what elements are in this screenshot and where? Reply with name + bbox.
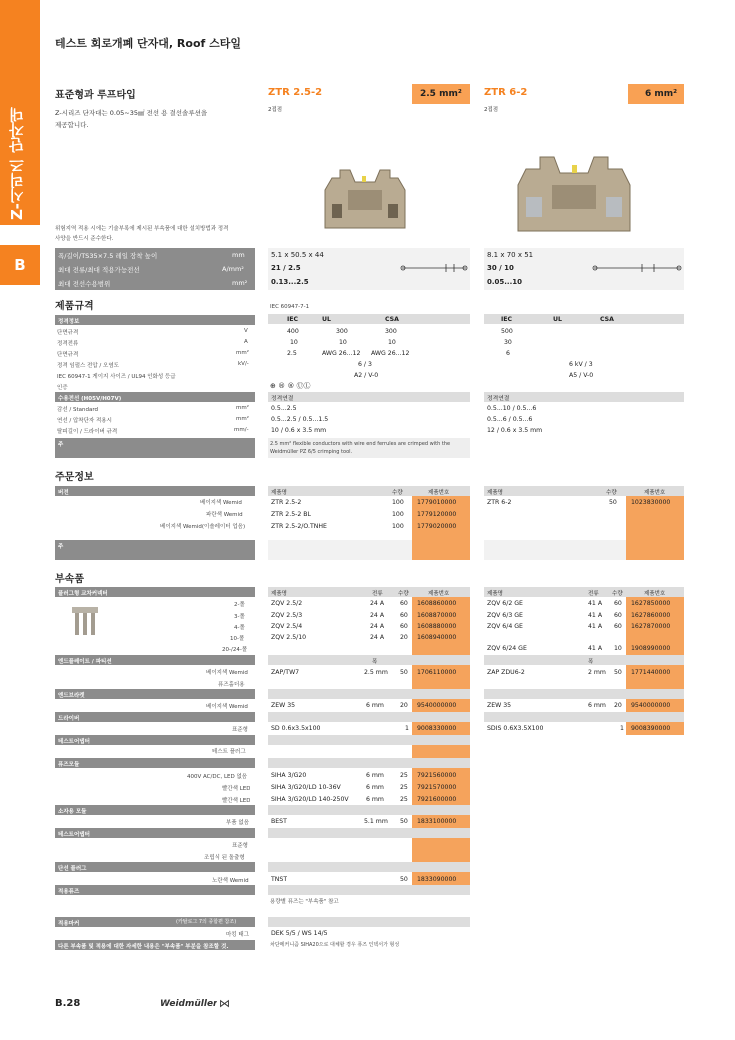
ratings-row-8-unit: mm² xyxy=(236,416,249,422)
brand-mark-icon: ⋈ xyxy=(219,997,230,1010)
pole-20-24: 20-/24-폴 xyxy=(222,647,248,653)
p1-cc-no-2: 1608870000 xyxy=(417,612,457,619)
ratings-row-6: 인증 xyxy=(57,385,68,391)
p1-fuse-header xyxy=(268,885,470,895)
p1-v-iec: 400 xyxy=(287,328,299,335)
p2-col-iec: IEC xyxy=(501,316,513,323)
p1-ep-width: 2.5 mm xyxy=(364,669,388,676)
driver-1: 표준형 xyxy=(232,727,248,733)
spec-label-current: 최대 전류/최대 적용가능전선 xyxy=(58,266,140,274)
p1-kv: 6 / 3 xyxy=(358,361,372,368)
product-2-name: ZTR 6-2 xyxy=(484,87,528,98)
p2-conn-3: 12 / 0.6 x 3.5 mm xyxy=(487,427,543,434)
p2-a: 30 xyxy=(504,339,512,346)
acc-group-8 xyxy=(55,828,255,838)
p1-conn-header xyxy=(268,392,470,402)
p1-cert-icons: ⊕ ® ® ⓊⓁ xyxy=(270,382,311,390)
ratings-row-4-unit: kV/- xyxy=(238,361,249,367)
p2-cc-no-2: 1627860000 xyxy=(631,612,671,619)
p2-cc-type-2: ZQV 6/3 GE xyxy=(487,612,523,619)
p2-acc-col-qty: 수량 xyxy=(612,591,623,597)
p1-note-1: 2.5 mm² flexible conductors with wire end ferrules are crimped with the xyxy=(270,441,451,447)
p1-fm-qty-3: 25 xyxy=(400,796,408,803)
p1-order-note-box xyxy=(268,540,412,560)
p1-tnst-type: TNST xyxy=(271,876,288,883)
ratings-row-4: 정격 임펄스 전압 / 오염도 xyxy=(57,363,119,369)
page-number: B.28 xyxy=(55,998,81,1009)
p1-fm-width-1: 6 mm xyxy=(366,772,384,779)
p1-ratings-header xyxy=(268,314,470,324)
p2-kv: 6 kV / 3 xyxy=(569,361,593,368)
ratings-group-2-label: 수용전선 (H05V/H07V) xyxy=(58,396,122,402)
pole-4: 4-폴 xyxy=(234,625,245,631)
product-2-range: 0.05...10 xyxy=(487,278,522,286)
p1-order-type-3: ZTR 2.5-2/O.TNHE xyxy=(271,523,327,530)
ratings-row-3: 단면규격 xyxy=(57,352,79,358)
fuse-module-3: 빨간색 LED xyxy=(222,798,251,804)
p1-cc-type-3: ZQV 2.5/4 xyxy=(271,623,303,630)
p1-ep-qty: 50 xyxy=(400,669,408,676)
ratings-row-2: 정격전류 xyxy=(57,341,79,347)
p1-cc-qty-3: 60 xyxy=(400,623,408,630)
ratings-group-1-label: 정격정보 xyxy=(58,319,80,325)
intro-heading: 표준형과 루프타입 xyxy=(55,90,136,101)
ratings-row-9: 탈피길이 / 드라이버 규격 xyxy=(57,429,118,435)
order-version-1: 베이지색 Wemid xyxy=(200,500,242,506)
product-2-dims: 8.1 x 70 x 51 xyxy=(487,251,534,259)
p1-fm-header xyxy=(268,758,470,768)
p2-col-csa: CSA xyxy=(600,316,614,323)
acc-group-10-label: 적용퓨즈 xyxy=(58,889,80,895)
p2-order-col-type: 제품명 xyxy=(487,490,503,496)
p1-order-no-1: 1779010000 xyxy=(417,499,457,506)
ratings-row-1: 단면규격 xyxy=(57,330,79,336)
acc-group-4 xyxy=(55,712,255,722)
p1-cc-type-2: ZQV 2.5/3 xyxy=(271,612,303,619)
p1-conn-3: 10 / 0.6 x 3.5 mm xyxy=(271,427,327,434)
p2-dr-header xyxy=(484,712,684,722)
p1-cc-cur-1: 24 A xyxy=(370,600,385,607)
acc-group-1 xyxy=(55,587,255,597)
p2-acc-col-no: 제품번호 xyxy=(644,591,666,597)
p1-fm-no-2: 7921570000 xyxy=(417,784,457,791)
acc-group-9-label: 단선 플러그 xyxy=(58,866,87,872)
p2-ep-type: ZAP ZDU6-2 xyxy=(487,669,525,676)
p1-mm-csa: AWG 26...12 xyxy=(371,350,410,357)
p1-sm-header xyxy=(268,805,470,815)
p2-conn-1: 0.5...10 / 0.5...6 xyxy=(487,405,537,412)
p1-eb-type: ZEW 35 xyxy=(271,702,296,709)
ratings-row-7: 감선 / Standard xyxy=(57,407,98,413)
p1-tnst-no: 1833090000 xyxy=(417,876,457,883)
p2-ep-col-width: 폭 xyxy=(588,659,594,665)
acc-group-4-label: 드라이버 xyxy=(58,716,80,722)
p2-cc24-cur: 41 A xyxy=(588,645,603,652)
p2-cc-type-3: ZQV 6/4 GE xyxy=(487,623,523,630)
p1-eb-header xyxy=(268,689,470,699)
p1-mk-header xyxy=(268,917,470,927)
p1-order-no-3: 1779020000 xyxy=(417,523,457,530)
ratings-row-1-unit: V xyxy=(244,328,248,334)
spec-label-range: 최대 전선수용범위 xyxy=(58,280,111,288)
ratings-heading: 제품규격 xyxy=(55,301,94,312)
p1-best-qty: 50 xyxy=(400,818,408,825)
p1-order-qty-1: 100 xyxy=(392,499,404,506)
p2-dr-qty: 1 xyxy=(620,725,624,732)
intro-desc-1: Z-시리즈 단자대는 0.05~35㎟ 전선 용 결선솔루션을 xyxy=(55,109,208,117)
p2-ep-no: 1771440000 xyxy=(631,669,671,676)
acc-group-7 xyxy=(55,805,255,815)
p1-conn-label: 정격연결 xyxy=(271,396,294,402)
p1-best-no: 1833100000 xyxy=(417,818,457,825)
p1-mm-iec: 2.5 xyxy=(287,350,297,357)
order-group-2 xyxy=(55,540,255,560)
p1-conn-2: 0.5...2.5 / 0.5...1.5 xyxy=(271,416,329,423)
p2-ratings-header xyxy=(484,314,684,324)
p2-cc-cur-3: 41 A xyxy=(588,623,603,630)
p1-a-csa: 10 xyxy=(388,339,396,346)
p2-eb-qty: 20 xyxy=(614,702,622,709)
p2-order-col-qty: 수량 xyxy=(606,490,617,496)
p1-conn-1: 0.5...2.5 xyxy=(271,405,297,412)
pole-3: 3-폴 xyxy=(234,614,245,620)
p2-eb-width: 6 mm xyxy=(588,702,606,709)
intro-note-2: 사양을 반드시 준수한다. xyxy=(55,236,114,242)
p1-col-iec: IEC xyxy=(287,316,299,323)
side-tab-label: Z-시리즈 단자대 xyxy=(8,107,26,220)
product-1-current: 21 / 2.5 xyxy=(271,264,301,272)
acc-group-2 xyxy=(55,655,255,665)
acc-group-2-label: 엔드플레이트 / 파티션 xyxy=(58,659,112,665)
acc-group-10 xyxy=(55,885,255,895)
p1-sp-header xyxy=(268,862,470,872)
spec-label-dims: 폭/길이/TS35×7.5 레일 장착 높이 xyxy=(58,252,158,260)
product-1-image xyxy=(320,160,410,232)
p1-eb-width: 6 mm xyxy=(366,702,384,709)
product-1-size: 2.5 mm² xyxy=(420,89,462,99)
p1-note-2: Weidmüller PZ 6/5 crimping tool. xyxy=(270,449,353,455)
p1-ep-header xyxy=(268,655,470,665)
p1-fuse-note: 용량별 퓨즈는 "부속품" 참고 xyxy=(270,899,339,905)
solid-plug-1: 노란색 Wemid xyxy=(212,878,249,884)
p1-cc-cur-2: 24 A xyxy=(370,612,385,619)
p1-cc-type-4: ZQV 2.5/10 xyxy=(271,634,307,641)
ratings-row-9-unit: mm/- xyxy=(234,427,249,433)
p2-ep-header xyxy=(484,655,684,665)
acc-group-6-label: 퓨즈모듈 xyxy=(58,762,80,768)
p2-cc24-qty: 10 xyxy=(614,645,622,652)
p1-ep-no: 1706110000 xyxy=(417,669,457,676)
p1-order-no-2: 1779120000 xyxy=(417,511,457,518)
side-tab xyxy=(0,0,40,225)
p2-acc-col-type: 제품명 xyxy=(487,591,503,597)
p1-a-ul: 10 xyxy=(339,339,347,346)
p1-fm-no-3: 7921600000 xyxy=(417,796,457,803)
test-adapter-1: 테스트 플러그 xyxy=(212,749,246,755)
acc-heading: 부속품 xyxy=(55,574,84,585)
product-2-size: 6 mm² xyxy=(645,89,678,99)
p2-cc24-type: ZQV 6/24 GE xyxy=(487,645,527,652)
p1-marker-note: 차단메커니즘 SIHA20으로 대체할 경우 퓨즈 인덱서가 형성 xyxy=(270,942,400,948)
brand-logo: Weidmüller xyxy=(160,999,218,1009)
p2-cc-no-3: 1627870000 xyxy=(631,623,671,630)
p1-dr-qty: 1 xyxy=(405,725,409,732)
product-1-dims: 5.1 x 50.5 x 44 xyxy=(271,251,324,259)
endplate-1: 베이지색 Wemid xyxy=(206,670,248,676)
acc-group-9 xyxy=(55,862,255,872)
intro-desc-2: 제공합니다. xyxy=(55,121,89,129)
ratings-group-1 xyxy=(55,315,255,325)
acc-group-11-label: 적용마커 xyxy=(58,921,80,927)
p1-dr-no: 9008330000 xyxy=(417,725,457,732)
marker-tag: 마킹 태그 xyxy=(226,932,250,938)
p1-order-type-2: ZTR 2.5-2 BL xyxy=(271,511,311,518)
p1-tnst-qty: 50 xyxy=(400,876,408,883)
acc-group-8-label: 테스트어댑터 xyxy=(58,832,90,838)
p2-ep-qty: 50 xyxy=(614,669,622,676)
p2-order-type-1: ZTR 6-2 xyxy=(487,499,512,506)
p1-ta-number-column xyxy=(412,745,470,758)
p1-acc-col-qty: 수량 xyxy=(398,591,409,597)
p1-order-type-1: ZTR 2.5-2 xyxy=(271,499,302,506)
product-2-image xyxy=(514,145,634,235)
p1-cc-no-1: 1608860000 xyxy=(417,600,457,607)
p1-fm-no-1: 7921560000 xyxy=(417,772,457,779)
p1-order-col-qty: 수량 xyxy=(392,490,403,496)
p2-cc-cur-2: 41 A xyxy=(588,612,603,619)
p2-cc-qty-1: 60 xyxy=(614,600,622,607)
p1-best-width: 5.1 mm xyxy=(364,818,388,825)
p1-col-ul: UL xyxy=(322,316,331,323)
fuse-module-1: 400V AC/DC, LED 없음 xyxy=(187,774,248,780)
p1-dr-header xyxy=(268,712,470,722)
ratings-group-2 xyxy=(55,392,255,402)
p1-eb-qty: 20 xyxy=(400,702,408,709)
p2-mm: 6 xyxy=(506,350,510,357)
p1-cc-type-1: ZQV 2.5/2 xyxy=(271,600,303,607)
spec-label-current-unit: A/mm² xyxy=(222,265,244,273)
cross-connector-image xyxy=(70,605,100,637)
p1-cc-qty-4: 20 xyxy=(400,634,408,641)
section-letter: B xyxy=(0,245,40,285)
p1-cc-cur-4: 24 A xyxy=(370,634,385,641)
order-version-2: 파란색 Wemid xyxy=(206,512,243,518)
p1-acc-col-no: 제품번호 xyxy=(428,591,450,597)
p1-tst-header xyxy=(268,828,470,838)
p2-order-note-box xyxy=(484,540,626,560)
p1-cc-cur-3: 24 A xyxy=(370,623,385,630)
p1-v-csa: 300 xyxy=(385,328,397,335)
p2-cc-cur-1: 41 A xyxy=(588,600,603,607)
p2-eb-type: ZEW 35 xyxy=(487,702,512,709)
acc-group-1-label: 플러그형 교차커넥터 xyxy=(58,591,108,597)
ratings-row-8: 연선 / 압착단자 적용시 xyxy=(57,418,112,424)
p2-cc-qty-2: 60 xyxy=(614,612,622,619)
spec-label-dims-unit: mm xyxy=(232,251,245,259)
p2-conn-label: 정격연결 xyxy=(487,396,510,402)
p1-ep-type: ZAP/TW7 xyxy=(271,669,300,676)
ratings-row-3-unit: mm² xyxy=(236,350,249,356)
p1-v-ul: 300 xyxy=(336,328,348,335)
p1-ep-col-width: 폭 xyxy=(372,659,378,665)
pole-10: 10-폴 xyxy=(230,636,245,642)
p1-fm-width-2: 6 mm xyxy=(366,784,384,791)
ratings-row-5: IEC 60947-1 게이지 사이즈 / UL94 인화성 등급 xyxy=(57,374,176,380)
p2-ul94: A5 / V-0 xyxy=(569,372,594,379)
p2-dr-no: 9008390000 xyxy=(631,725,671,732)
pole-2: 2-폴 xyxy=(234,602,245,608)
product-1-range: 0.13...2.5 xyxy=(271,278,309,286)
fuse-module-2: 빨간색 LED xyxy=(222,786,251,792)
acc-group-3-label: 엔드브라켓 xyxy=(58,693,85,699)
p1-cc-qty-1: 60 xyxy=(400,600,408,607)
endbracket-1: 베이지색 Wemid xyxy=(206,704,248,710)
acc-group-7-label: 소자용 모듈 xyxy=(58,809,87,815)
component-module-1: 부품 없음 xyxy=(226,820,250,826)
product-1-name: ZTR 2.5-2 xyxy=(268,87,323,98)
order-version-3: 베이지색 Wemid(이솔레이터 업음) xyxy=(160,524,246,530)
product-2-sub: 2접점 xyxy=(484,107,499,113)
p2-order-qty-1: 50 xyxy=(609,499,617,506)
p1-acc-col-type: 제품명 xyxy=(271,591,287,597)
p2-cc-qty-3: 60 xyxy=(614,623,622,630)
acc-group-5-label: 테스트어댑터 xyxy=(58,739,90,745)
p1-best-type: BEST xyxy=(271,818,287,825)
intro-note-1: 위험지역 적용 시에는 기술부록에 제시된 부속품에 대한 설치방법과 정격 xyxy=(55,226,229,232)
acc-group-3 xyxy=(55,689,255,699)
product-2-symbol xyxy=(592,262,682,274)
p1-cc-no-4: 1608940000 xyxy=(417,634,457,641)
spec-label-range-unit: mm² xyxy=(232,279,248,287)
p2-order-no-1: 1023830000 xyxy=(631,499,671,506)
p1-fm-qty-1: 25 xyxy=(400,772,408,779)
p2-dr-type: SDIS 0.6X3.5X100 xyxy=(487,725,544,732)
p1-fm-qty-2: 25 xyxy=(400,784,408,791)
p2-eb-header xyxy=(484,689,684,699)
p2-col-ul: UL xyxy=(553,316,562,323)
p2-eb-no: 9540000000 xyxy=(631,702,671,709)
p1-fm-type-3: SIHA 3/G20/LD 140-250V xyxy=(271,796,349,803)
p1-eb-no: 9540000000 xyxy=(417,702,457,709)
product-2-current: 30 / 10 xyxy=(487,264,514,272)
p1-marker: DEK 5/5 / WS 14/5 xyxy=(271,930,328,937)
order-group-1 xyxy=(55,486,255,496)
p2-v: 500 xyxy=(501,328,513,335)
product-1-symbol xyxy=(400,262,468,274)
p1-fm-type-1: SIHA 3/G20 xyxy=(271,772,307,779)
acc-footnote-bar xyxy=(55,940,255,950)
ratings-row-7-unit: mm² xyxy=(236,405,249,411)
test-adapter-protruding: 조립식 된 돌출형 xyxy=(204,855,245,861)
p1-tst-number-column xyxy=(412,838,470,862)
ratings-group-3 xyxy=(55,438,255,458)
p1-a-iec: 10 xyxy=(290,339,298,346)
acc-group-6 xyxy=(55,758,255,768)
p1-dr-type: SD 0.6x3.5x100 xyxy=(271,725,321,732)
ratings-standard: IEC 60947-7-1 xyxy=(270,304,310,310)
p1-fm-type-2: SIHA 3/G20/LD 10-36V xyxy=(271,784,341,791)
p2-acc-col-cur: 전류 xyxy=(588,591,599,597)
p1-ta-header xyxy=(268,735,470,745)
p2-ep-width: 2 mm xyxy=(588,669,606,676)
acc-footnote: 다른 부속품 및 적용에 대한 자세한 내용은 "부속품" 부분을 참조할 것. xyxy=(58,944,229,950)
p1-mm-ul: AWG 26...12 xyxy=(322,350,361,357)
order-group-1-label: 버전 xyxy=(58,490,69,496)
p1-order-col-no: 제품번호 xyxy=(428,490,450,496)
order-group-2-label: 주 xyxy=(58,544,64,550)
p1-cc-qty-2: 60 xyxy=(400,612,408,619)
p2-conn-2: 0.5...6 / 0.5...6 xyxy=(487,416,533,423)
test-adapter-std: 표준형 xyxy=(232,843,248,849)
p1-acc-col-cur: 전류 xyxy=(372,591,383,597)
order-heading: 주문정보 xyxy=(55,472,94,483)
p1-ul94: A2 / V-0 xyxy=(354,372,379,379)
p1-fm-width-3: 6 mm xyxy=(366,796,384,803)
p1-col-csa: CSA xyxy=(385,316,399,323)
p2-order-col-no: 제품번호 xyxy=(644,490,666,496)
p1-order-qty-3: 100 xyxy=(392,523,404,530)
p2-cc-type-1: ZQV 6/2 GE xyxy=(487,600,523,607)
marker-catalog-note: (카탈로그 7의 종합편 참조) xyxy=(176,919,237,925)
p1-order-qty-2: 100 xyxy=(392,511,404,518)
p2-conn-header xyxy=(484,392,684,402)
acc-group-5 xyxy=(55,735,255,745)
ratings-group-3-label: 주 xyxy=(58,442,64,448)
p1-cc-no-3: 1608880000 xyxy=(417,623,457,630)
endplate-2: 퓨즈홀더용 xyxy=(218,682,245,688)
page-title: 테스트 회로개폐 단자대, Roof 스타일 xyxy=(55,37,242,50)
p2-cc-no-1: 1627850000 xyxy=(631,600,671,607)
product-1-sub: 2접점 xyxy=(268,107,283,113)
ratings-row-2-unit: A xyxy=(244,339,248,345)
p1-order-col-type: 제품명 xyxy=(271,490,287,496)
p2-cc24-no: 1908990000 xyxy=(631,645,671,652)
